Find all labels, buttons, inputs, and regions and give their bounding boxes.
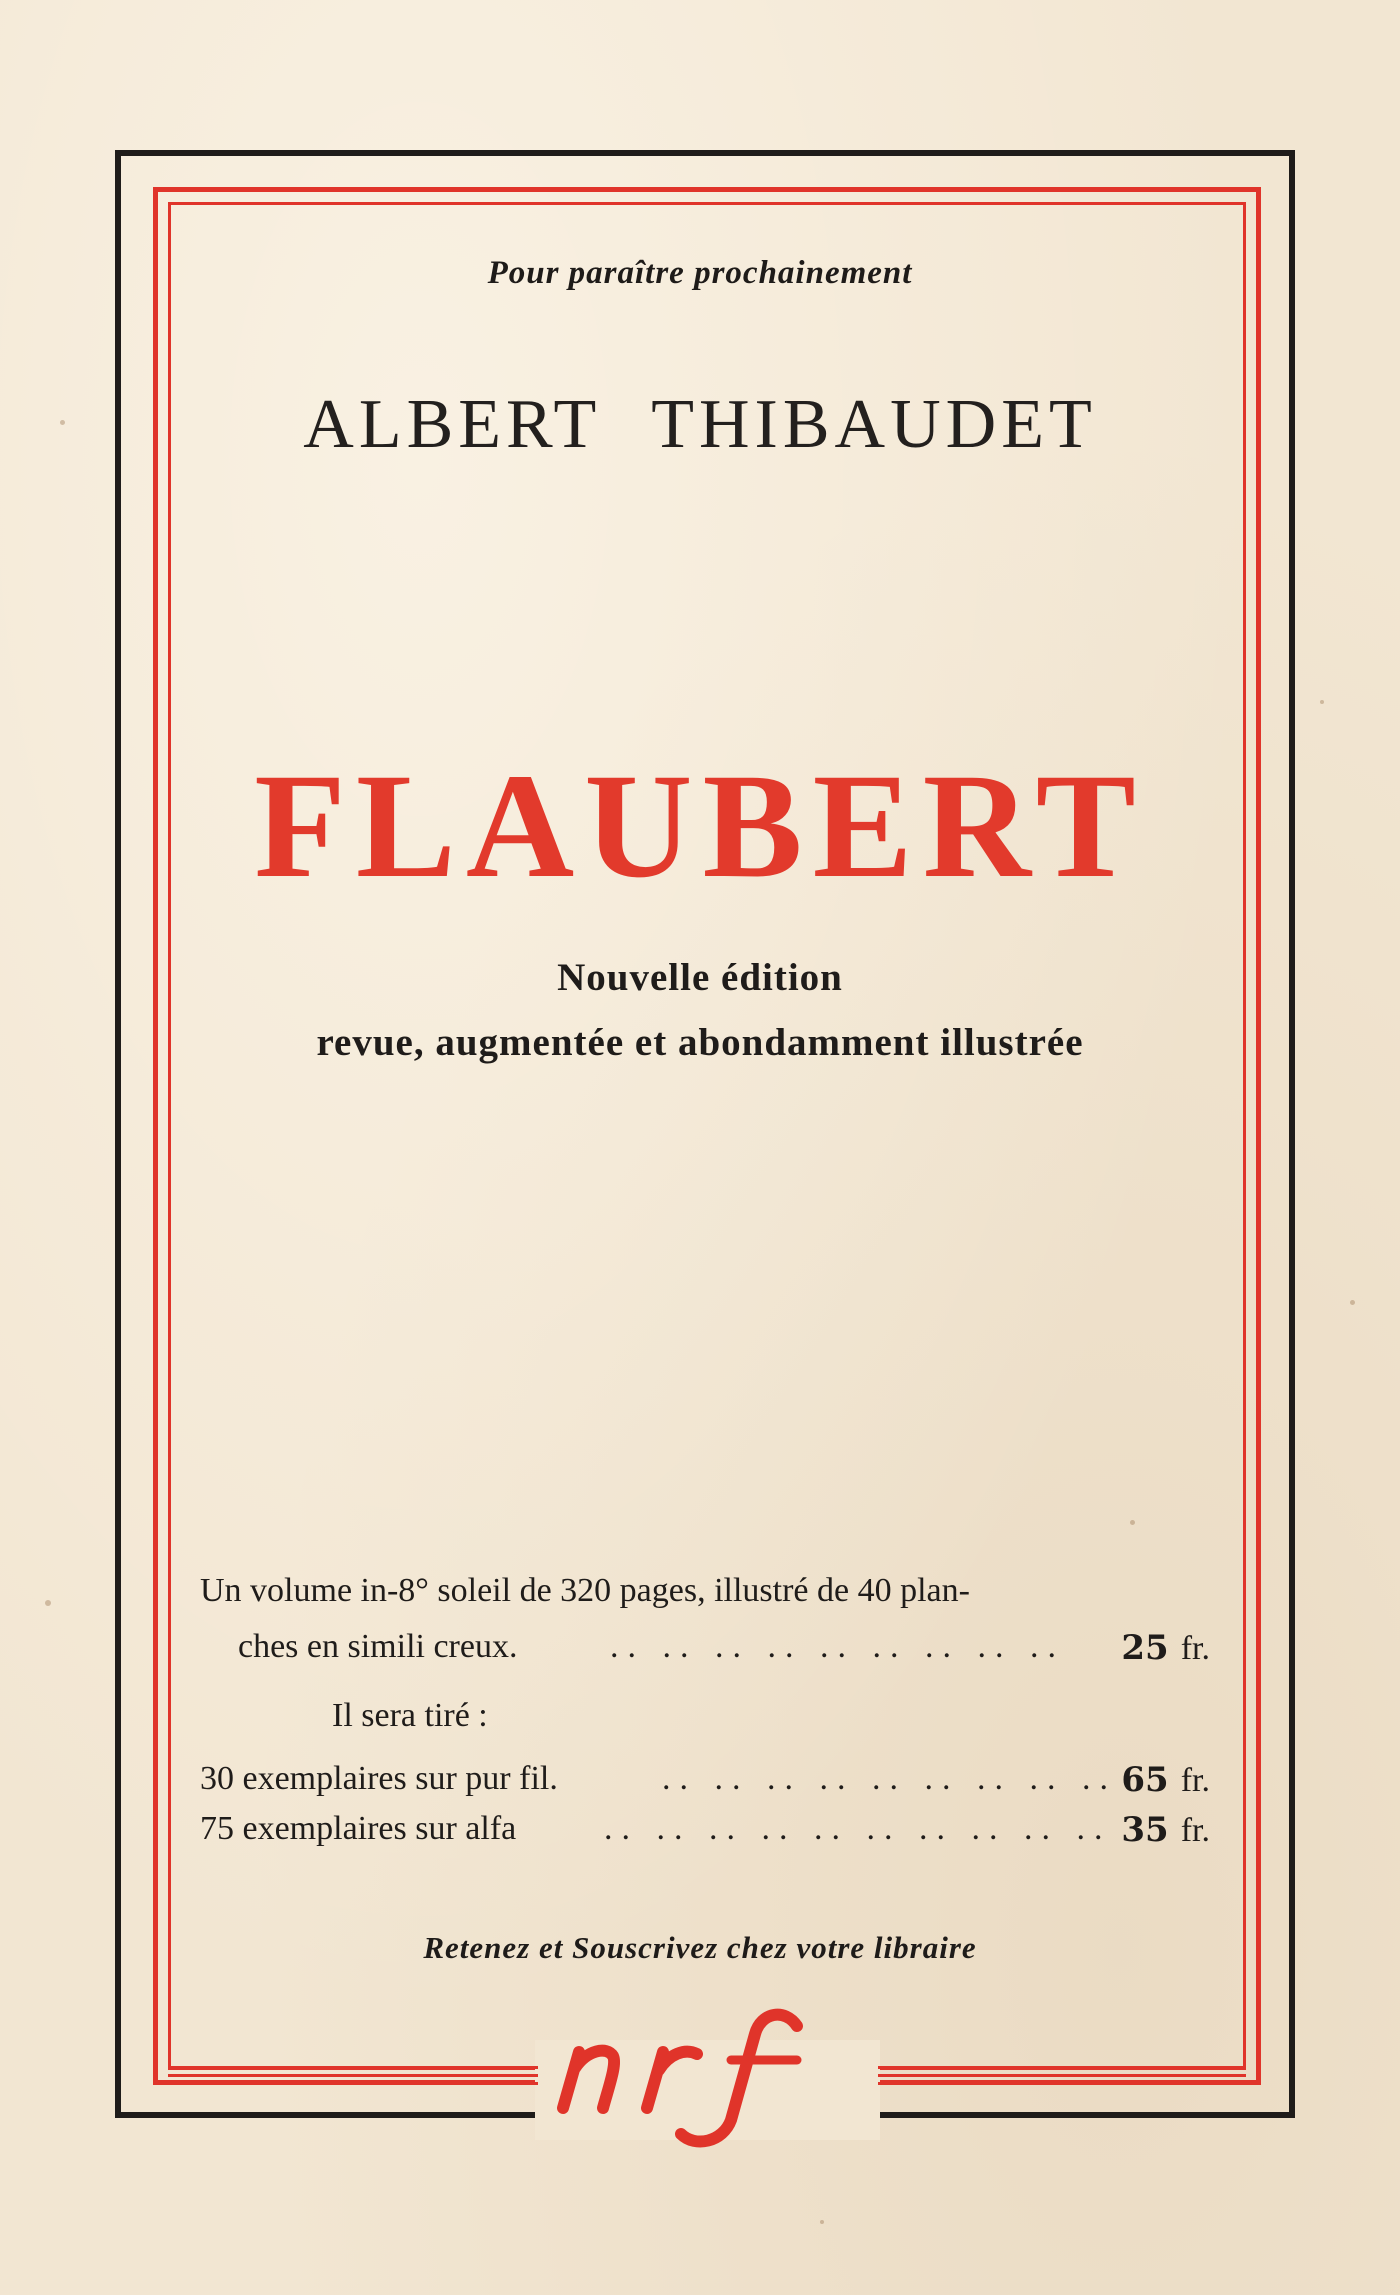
edition2-row	[200, 1810, 1210, 1854]
edition2-description: 75 exemplaires sur alfa	[200, 1810, 517, 1847]
paper-speck	[820, 2220, 824, 2224]
paper-speck	[45, 1600, 51, 1606]
subscribe-call-to-action: Retenez et Souscrivez chez votre libraire	[423, 1930, 977, 1965]
nrf-logo	[535, 1990, 880, 2150]
volume-price-value: 25	[1121, 1628, 1169, 1668]
edition-subtitle-line2: revue, augmentée et abondamment illustrée	[316, 1021, 1084, 1064]
currency-label: fr.	[1180, 1812, 1210, 1849]
leader-dots: .. .. .. .. .. .. .. .. ..	[610, 1628, 1065, 1665]
announcement-heading: Pour paraître prochainement	[487, 255, 913, 291]
paper-speck	[1350, 1300, 1355, 1305]
volume-description-text-2: ches en simili creux.	[238, 1628, 518, 1665]
paper-speck	[1320, 700, 1324, 704]
logo-rule-left	[168, 2066, 538, 2086]
volume-description-line1	[200, 1572, 1210, 1616]
edition1-price-value: 65	[1121, 1760, 1169, 1800]
currency-label: fr.	[1180, 1762, 1210, 1799]
book-title: FLAUBERT	[254, 743, 1146, 909]
edition2-price	[1121, 1810, 1210, 1850]
volume-price-row	[200, 1628, 1210, 1672]
currency-label: fr.	[1180, 1630, 1210, 1667]
print-intro-text: Il sera tiré :	[332, 1697, 488, 1734]
edition1-row	[200, 1760, 1210, 1804]
edition1-description: 30 exemplaires sur pur fil.	[200, 1760, 558, 1797]
leader-dots: .. .. .. .. .. .. .. .. ..	[662, 1760, 1117, 1797]
logo-rule-right	[878, 2066, 1246, 2086]
edition2-price-value: 35	[1121, 1810, 1169, 1850]
author-name: ALBERT THIBAUDET	[303, 386, 1097, 463]
volume-price	[1121, 1628, 1210, 1668]
volume-description-text: Un volume in-8° soleil de 320 pages, illustré de 40 plan-	[200, 1572, 970, 1609]
edition1-price	[1121, 1760, 1210, 1800]
print-intro-row	[200, 1697, 1210, 1741]
edition-subtitle-line1: Nouvelle édition	[557, 956, 843, 999]
leader-dots: .. .. .. .. .. .. .. .. .. ..	[604, 1810, 1112, 1847]
